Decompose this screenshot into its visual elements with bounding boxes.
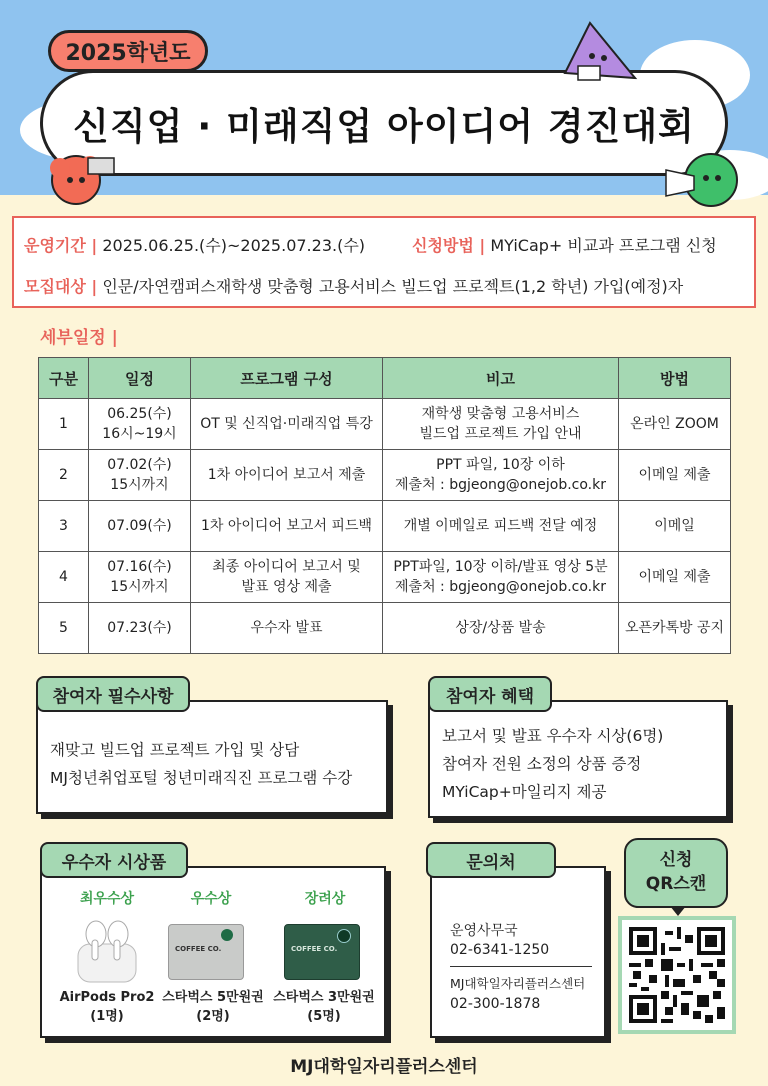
row-method: 온라인 ZOOM: [619, 399, 731, 450]
award-label: 장려상: [304, 891, 346, 907]
qr-bubble: [624, 838, 728, 908]
starbucks-logo-icon: [337, 929, 351, 943]
requirements-panel: [36, 700, 388, 814]
row-program: [191, 501, 383, 552]
row-note: [383, 501, 619, 552]
row-number: 3: [39, 501, 89, 552]
benefit-item: 보고서 및 발표 우수자 시상(6명): [442, 727, 664, 745]
note-line: 제출처 : bgjeong@onejob.co.kr: [395, 477, 606, 493]
row-method: 이메일 제출: [619, 450, 731, 501]
requirements-title: 참여자 필수사항: [36, 676, 190, 712]
award-label: 최우수상: [79, 891, 135, 907]
qr-frame: [618, 916, 736, 1034]
footer-organization: MJ대학일자리플러스센터: [290, 1057, 478, 1077]
contact-title: 문의처: [426, 842, 556, 878]
date-line: 07.23(수): [107, 620, 172, 636]
prize-name: 스타벅스 5만원권: [162, 990, 264, 1005]
table-header: 비고: [383, 358, 619, 399]
period-value: 2025.06.25.(수)~2025.07.23.(수): [102, 236, 366, 255]
date-line: 15시까지: [110, 477, 169, 493]
row-method: 이메일: [619, 501, 731, 552]
schedule-title: 세부일정 |: [40, 328, 118, 348]
note-line: 개별 이메일로 피드백 전달 예정: [403, 518, 598, 534]
period-label: 운영기간 |: [24, 236, 98, 255]
prize-caption: [270, 988, 378, 1026]
starbucks-logo-icon: [221, 929, 233, 941]
qr-label-line1: 신청: [659, 850, 693, 870]
row-number: 1: [39, 399, 89, 450]
note-line: PPT 파일, 10장 이하: [436, 457, 565, 473]
prize-count: (2명): [196, 1009, 230, 1024]
note-line: 재학생 맞춤형 고용서비스: [421, 406, 580, 422]
contact-center: MJ대학일자리플러스센터: [450, 976, 586, 991]
program-line: 발표 영상 제출: [241, 579, 332, 595]
row-number: 5: [39, 603, 89, 654]
table-header: 구분: [39, 358, 89, 399]
date-line: 06.25(수): [107, 406, 172, 422]
date-line: 07.09(수): [107, 518, 172, 534]
table-row: [39, 399, 731, 450]
pink-triangle-character-icon: [560, 18, 640, 88]
contact-office: 운영사무국: [450, 923, 518, 939]
note-line: 제출처 : bgjeong@onejob.co.kr: [395, 579, 606, 595]
qr-bubble-tail: [670, 906, 686, 916]
program-line: 우수자 발표: [250, 620, 323, 636]
row-note: [383, 603, 619, 654]
year-badge: 2025학년도: [48, 30, 208, 72]
schedule-table: [38, 357, 731, 654]
row-note: [383, 450, 619, 501]
target-row: [24, 274, 683, 297]
row-note: [383, 399, 619, 450]
benefit-item: MYiCap+마일리지 제공: [442, 783, 607, 801]
date-line: 16시~19시: [102, 426, 177, 442]
contact-office-phone: 02-6341-1250: [450, 942, 550, 958]
period-row: [24, 233, 365, 256]
program-line: OT 및 신직업·미래직업 특강: [200, 416, 373, 432]
page-title: 신직업 · 미래직업 아이디어 경진대회: [40, 70, 728, 176]
date-line: 07.16(수): [107, 559, 172, 575]
table-header: 프로그램 구성: [191, 358, 383, 399]
gift-card-50k: [168, 924, 244, 980]
card-brand-text: COFFEE CO.: [175, 945, 222, 953]
row-date: [89, 501, 191, 552]
requirement-item: MJ청년취업포털 청년미래직진 프로그램 수강: [50, 769, 353, 787]
table-header: 일정: [89, 358, 191, 399]
row-program: [191, 552, 383, 603]
contact-center-phone: 02-300-1878: [450, 996, 541, 1012]
method-value: MYiCap+ 비교과 프로그램 신청: [490, 236, 717, 255]
prize-caption: [50, 988, 164, 1026]
table-header: 방법: [619, 358, 731, 399]
row-method: 이메일 제출: [619, 552, 731, 603]
prize-count: (1명): [90, 1009, 124, 1024]
benefit-item: 참여자 전원 소정의 상품 증정: [442, 755, 642, 773]
program-line: 1차 아이디어 보고서 피드백: [200, 518, 373, 534]
row-date: [89, 399, 191, 450]
target-label: 모집대상 |: [24, 277, 98, 296]
row-date: [89, 552, 191, 603]
table-row: [39, 603, 731, 654]
contact-divider: [450, 966, 592, 967]
date-line: 15시까지: [110, 579, 169, 595]
prizes-title: 우수자 시상품: [40, 842, 188, 878]
prize-name: 스타벅스 3만원권: [273, 990, 375, 1005]
requirement-item: 재맞고 빌드업 프로젝트 가입 및 상담: [50, 741, 300, 759]
note-line: PPT파일, 10장 이하/발표 영상 5분: [393, 559, 608, 575]
table-row: [39, 552, 731, 603]
table-row: [39, 450, 731, 501]
method-label: 신청방법 |: [412, 236, 486, 255]
row-date: [89, 450, 191, 501]
row-program: [191, 450, 383, 501]
prize-caption: [160, 988, 266, 1026]
card-brand-text: COFFEE CO.: [291, 945, 338, 953]
row-note: [383, 552, 619, 603]
red-flower-character-icon: [38, 140, 118, 220]
contact-panel: [430, 866, 606, 1038]
target-value: 인문/자연캠퍼스재학생 맞춤형 고용서비스 빌드업 프로젝트(1,2 학년) 가입(예정)자: [102, 277, 684, 296]
row-date: [89, 603, 191, 654]
note-line: 빌드업 프로젝트 가입 안내: [419, 426, 582, 442]
table-header-row: [39, 358, 731, 399]
method-row: [412, 233, 717, 256]
row-program: [191, 603, 383, 654]
program-line: 1차 아이디어 보고서 제출: [207, 467, 366, 483]
benefits-panel: [428, 700, 728, 818]
row-number: 2: [39, 450, 89, 501]
program-line: 최종 아이디어 보고서 및: [212, 559, 361, 575]
gift-card-30k: [284, 924, 360, 980]
qr-label-line2: QR스캔: [645, 874, 707, 894]
qr-code-icon[interactable]: [629, 927, 725, 1023]
row-method: 오픈카톡방 공지: [619, 603, 731, 654]
prize-count: (5명): [307, 1009, 341, 1024]
prize-name: AirPods Pro2: [59, 990, 155, 1005]
date-line: 07.02(수): [107, 457, 172, 473]
note-line: 상장/상품 발송: [455, 620, 546, 636]
row-number: 4: [39, 552, 89, 603]
row-program: [191, 399, 383, 450]
info-box: [12, 216, 756, 308]
prizes-panel: [40, 866, 386, 1038]
award-label: 우수상: [190, 891, 232, 907]
table-row: [39, 501, 731, 552]
green-megaphone-character-icon: [656, 140, 746, 220]
airpods-icon: [72, 914, 142, 986]
benefits-title: 참여자 혜택: [428, 676, 552, 712]
